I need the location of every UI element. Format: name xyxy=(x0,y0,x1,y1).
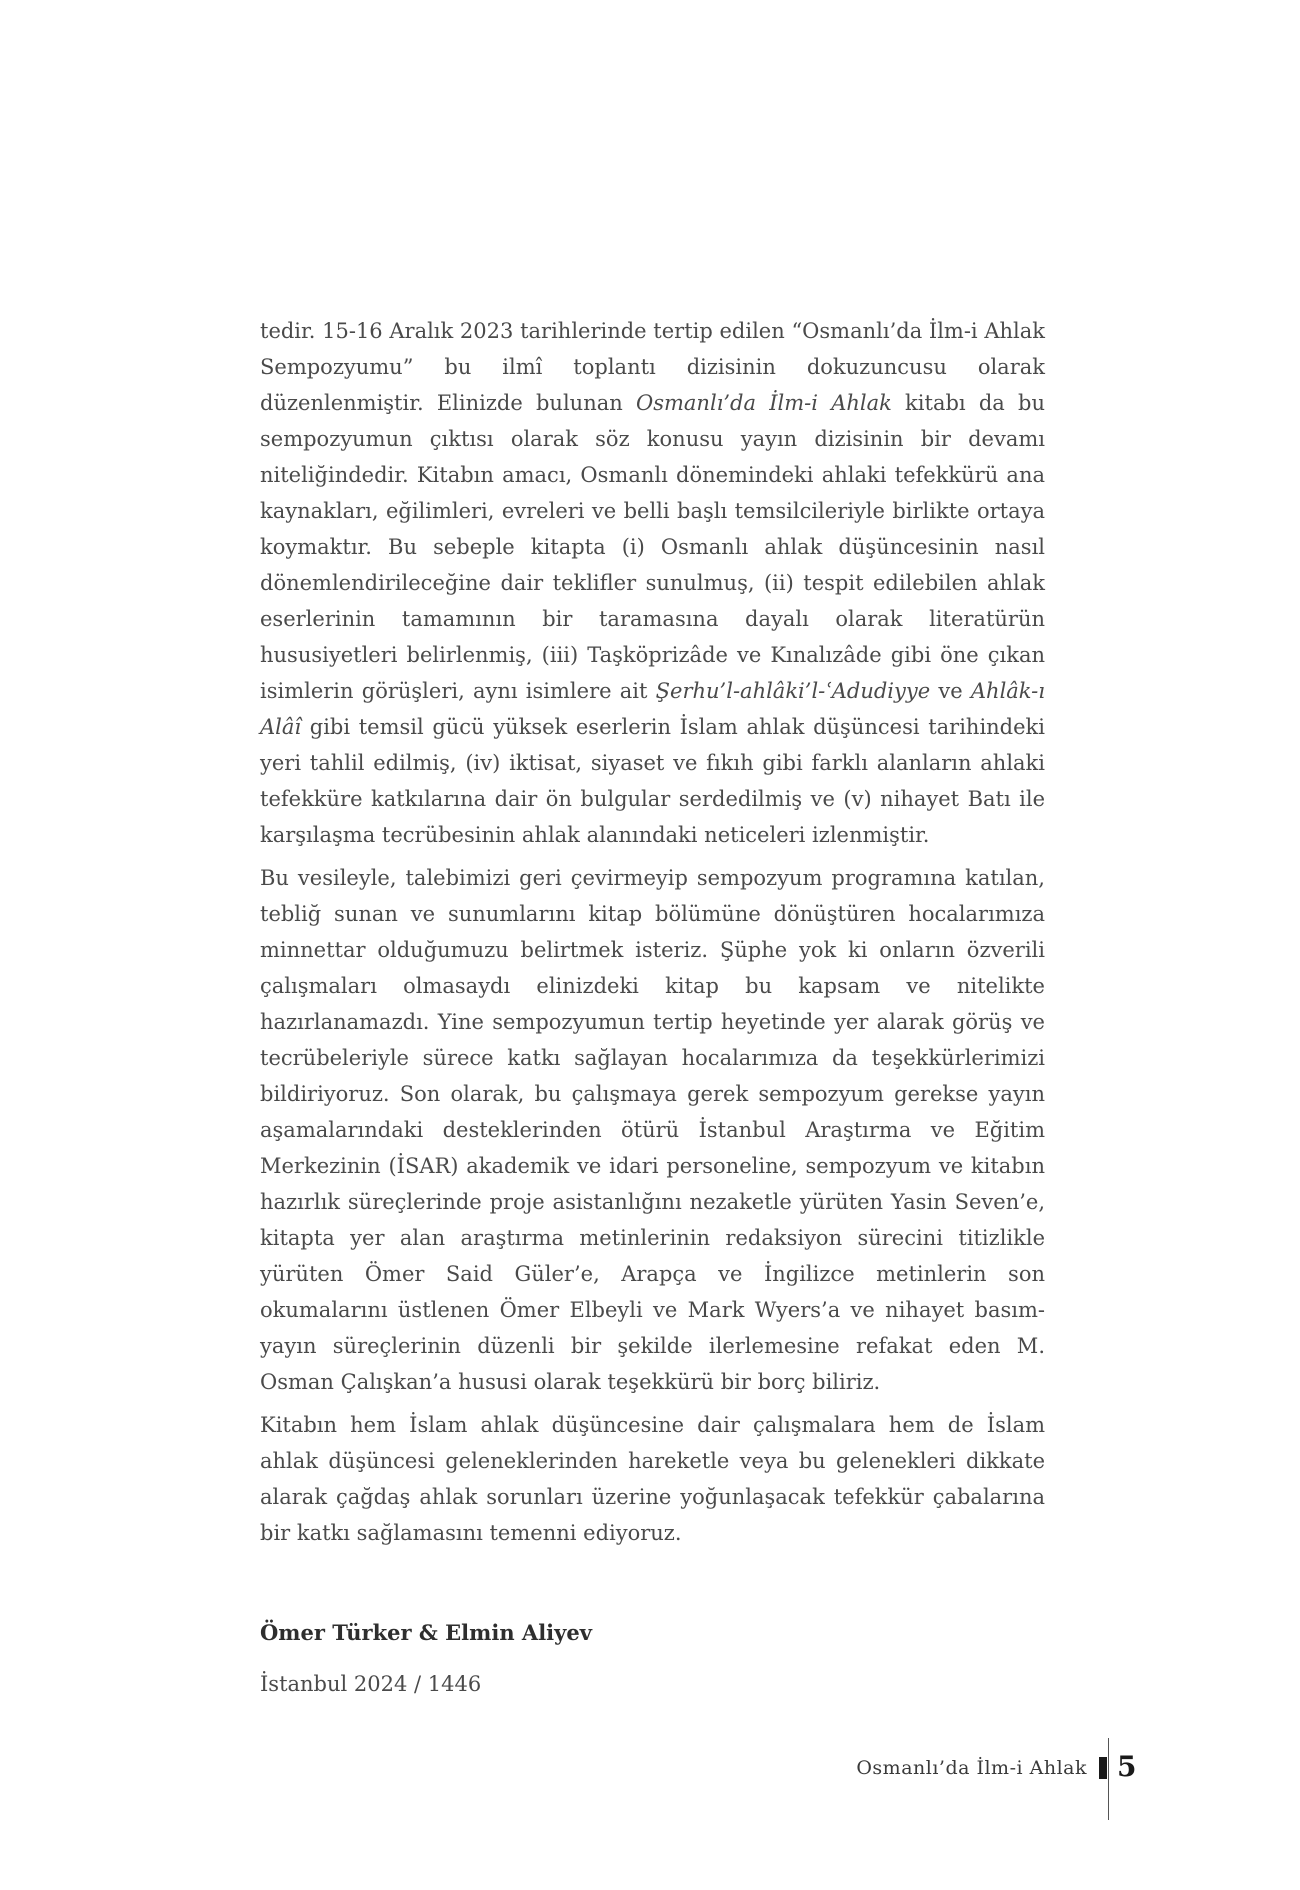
p1-text-a: tedir. 15-16 Aralık 2023 tarihlerinde tertip edilen “Osmanlı’da İlm-i Ahlak Sempozyumu” bu ilmî toplantı dizisinin dokuzuncusu olarak düzenlenmiştir. Elinizde bulunan xyxy=(260,319,1045,415)
signature-authors: Ömer Türker & Elmin Aliyev xyxy=(260,1620,592,1645)
page-number: 5 xyxy=(1117,1750,1137,1783)
p1-text-e: ve xyxy=(930,679,971,703)
body-text xyxy=(260,313,1045,1558)
p1-text-c: kitabı da bu sempozyumun çıktısı olarak söz konusu yayın dizisinin bir devamı niteliğindedir. Kitabın amacı, Osmanlı dönemindeki ahlaki tefekkürü ana kaynakları, eğilimleri, evreleri ve belli başlı temsilcileriyle birlikte ortaya koymaktır. Bu sebeple kitapta (i) Osmanlı ahlak düşüncesinin nasıl dönemlendirileceğine dair teklifler sunulmuş, (ii) tespit edilebilen ahlak eserlerinin tamamının bir taramasına dayalı olarak literatürün hususiyetleri belirlenmiş, (iii) Taşköprizâde ve Kınalızâde gibi öne çıkan isimlerin görüşleri, aynı isimlere ait xyxy=(260,391,1045,703)
paragraph-2: Bu vesileyle, talebimizi geri çevirmeyip sempozyum programına katılan, tebliğ sunan ve sunumlarını kitap bölümüne dönüştüren hocalarımıza minnettar olduğumuzu belirtmek isteriz. Şüphe yok ki onların özverili çalışmaları olmasaydı elinizdeki kitap bu kapsam ve nitelikte hazırlanamazdı. Yine sempozyumun tertip heyetinde yer alarak görüş ve tecrübeleriyle sürece katkı sağlayan hocalarımıza da teşekkürlerimizi bildiriyoruz. Son olarak, bu çalışmaya gerek sempozyum gerekse yayın aşamalarındaki desteklerinden ötürü İstanbul Araştırma ve Eğitim Merkezinin (İSAR) akademik ve idari personeline, sempozyum ve kitabın hazırlık süreçlerinde proje asistanlığını nezaketle yürüten Yasin Seven’e, kitapta yer alan araştırma metinlerinin redaksiyon sürecini titizlikle yürüten Ömer Said Güler’e, Arapça ve İngilizce metinlerin son okumalarını üstlenen Ömer Elbeyli ve Mark Wyers’a ve nihayet basım-yayın süreçlerinin düzenli bir şekilde ilerlemesine refakat eden M. Osman Çalışkan’a hususi olarak teşekkürü bir borç biliriz. xyxy=(260,866,1045,1394)
p1-text-g: gibi temsil gücü yüksek eserlerin İslam ahlak düşüncesi tarihindeki yeri tahlil edilmiş, (iv) iktisat, siyaset ve fıkıh gibi farklı alanların ahlaki tefekküre katkılarına dair ön bulgular serdedilmiş ve (v) nihayet Batı ile karşılaşma tecrübesinin ahlak alanındaki neticeleri izlenmiştir. xyxy=(260,715,1045,847)
footer-bar-marker xyxy=(1099,1757,1107,1779)
work-title-serh: Şerhu’l-ahlâki’l-ʿAdudiyye xyxy=(655,679,931,703)
paragraph-1 xyxy=(260,313,1045,853)
signature-place-date: İstanbul 2024 / 1446 xyxy=(260,1672,482,1696)
footer-divider xyxy=(1108,1738,1109,1820)
work-title-ahlak-i-alai: Ahlâk-ı Alâî xyxy=(260,679,1045,739)
running-footer-title: Osmanlı’da İlm-i Ahlak xyxy=(856,1757,1087,1779)
book-title-italic: Osmanlı’da İlm-i Ahlak xyxy=(636,391,892,415)
paragraph-3: Kitabın hem İslam ahlak düşüncesine dair çalışmalara hem de İslam ahlak düşüncesi geleneklerinden hareketle veya bu gelenekleri dikkate alarak çağdaş ahlak sorunları üzerine yoğunlaşacak tefekkür çabalarına bir katkı sağlamasını temenni ediyoruz. xyxy=(260,1413,1045,1545)
